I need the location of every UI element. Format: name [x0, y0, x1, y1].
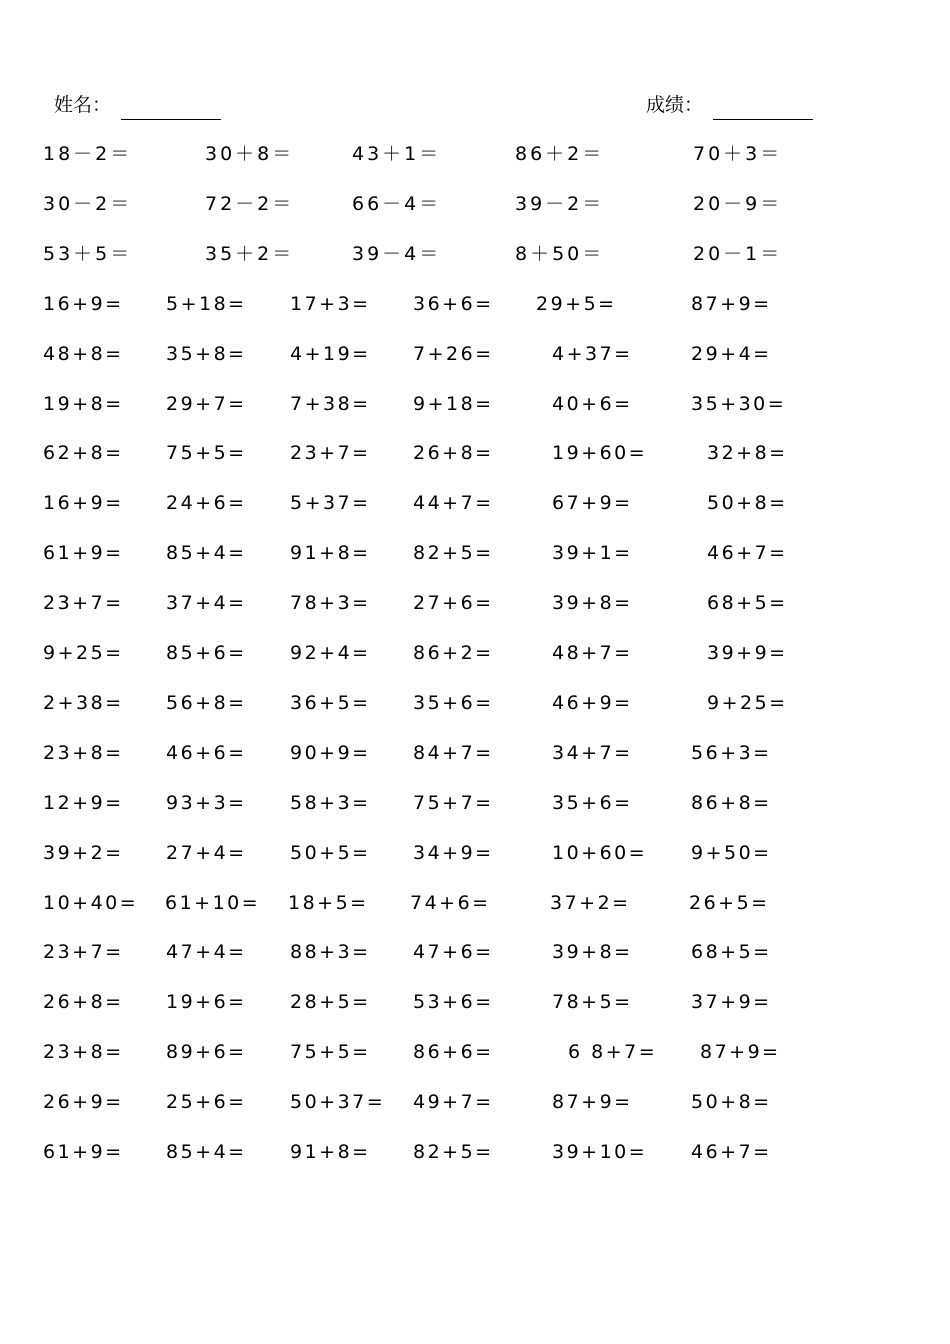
math-problem: 85+6= — [166, 642, 247, 664]
math-problem: 86+2= — [413, 642, 494, 664]
math-problem: 9+18= — [413, 392, 494, 415]
math-problem: 29+7= — [166, 392, 247, 415]
math-problem: 19+6= — [166, 991, 247, 1014]
math-problem: 72－2＝ — [205, 192, 295, 215]
math-problem: 91+8= — [290, 1141, 371, 1163]
math-problem: 10+40= — [43, 891, 139, 914]
math-problem: 53＋5＝ — [43, 242, 133, 265]
math-problem: 75+5= — [290, 1041, 371, 1064]
math-problem: 82+5= — [413, 1141, 494, 1163]
math-problem: 86+8= — [691, 791, 772, 814]
math-problem: 74+6= — [410, 891, 491, 914]
name-blank-line[interactable] — [121, 119, 221, 120]
math-problem: 37+4= — [166, 592, 247, 615]
math-problem: 93+3= — [166, 791, 247, 814]
math-problem: 88+3= — [290, 941, 371, 964]
math-problem: 27+4= — [166, 841, 247, 864]
math-problem: 43＋1＝ — [352, 143, 442, 165]
math-problem: 35+30= — [691, 392, 787, 415]
math-problem: 32+8= — [707, 442, 788, 465]
math-problem: 50+5= — [290, 841, 371, 864]
math-problem: 49+7= — [413, 1091, 494, 1114]
math-problem: 27+6= — [413, 592, 494, 615]
math-problem: 35+6= — [552, 791, 633, 814]
math-problem: 30－2＝ — [43, 192, 133, 215]
math-problem: 26+8= — [413, 442, 494, 465]
math-problem: 50+37= — [290, 1091, 386, 1114]
math-problem: 78+5= — [552, 991, 633, 1014]
math-problem: 7+26= — [413, 342, 494, 365]
math-problem: 37+2= — [550, 891, 631, 914]
math-problem: 16+9= — [43, 292, 124, 315]
math-problem: 5+37= — [290, 492, 371, 515]
math-problem: 78+3= — [290, 592, 371, 615]
math-problem: 56+8= — [166, 691, 247, 714]
math-problem: 46+7= — [691, 1141, 772, 1163]
name-label: 姓名： — [54, 94, 112, 116]
math-problem: 35+8= — [166, 342, 247, 365]
math-problem: 87+9= — [552, 1091, 633, 1114]
math-problem: 56+3= — [691, 741, 772, 764]
math-problem: 53+6= — [413, 991, 494, 1014]
math-problem: 26+8= — [43, 991, 124, 1014]
math-problem: 7+38= — [290, 392, 371, 415]
math-problem: 23+7= — [43, 592, 124, 615]
math-problem: 39+9= — [707, 642, 788, 664]
math-problem: 23+7= — [290, 442, 371, 465]
math-problem: 86＋2＝ — [515, 143, 605, 165]
math-problem: 68+5= — [707, 592, 788, 615]
math-problem: 58+3= — [290, 791, 371, 814]
math-problem: 87+9= — [700, 1041, 781, 1064]
math-problem: 9+50= — [691, 841, 772, 864]
math-problem: 85+4= — [166, 1141, 247, 1163]
math-problem: 9+25= — [43, 642, 124, 664]
math-problem: 19+60= — [552, 442, 648, 465]
math-problem: 4+19= — [290, 342, 371, 365]
math-problem: 46+7= — [707, 542, 788, 565]
math-problem: 30＋8＝ — [205, 143, 295, 165]
math-problem: 47+4= — [166, 941, 247, 964]
math-problem: 61+10= — [165, 891, 261, 914]
math-problem: 18+5= — [288, 891, 369, 914]
math-problem: 23+7= — [43, 941, 124, 964]
math-problem: 35＋2＝ — [205, 242, 295, 265]
math-problem: 84+7= — [413, 741, 494, 764]
math-problem: 29+5= — [536, 292, 617, 315]
math-problem: 39－4＝ — [352, 242, 442, 265]
math-problem: 47+6= — [413, 941, 494, 964]
math-problem: 75+5= — [166, 442, 247, 465]
math-problem: 26+9= — [43, 1091, 124, 1114]
math-problem: 9+25= — [707, 691, 788, 714]
math-problem: 46+6= — [166, 741, 247, 764]
math-problem: 89+6= — [166, 1041, 247, 1064]
math-problem: 29+4= — [691, 342, 772, 365]
math-problem: 17+3= — [290, 292, 371, 315]
math-problem: 35+6= — [413, 691, 494, 714]
math-problem: 62+8= — [43, 442, 124, 465]
math-problem: 19+8= — [43, 392, 124, 415]
math-problem: 44+7= — [413, 492, 494, 515]
math-problem: 70＋3＝ — [693, 143, 783, 165]
math-problem: 67+9= — [552, 492, 633, 515]
math-problem: 20－1＝ — [693, 242, 783, 265]
math-problem: 50+8= — [707, 492, 788, 515]
math-problem: 50+8= — [691, 1091, 772, 1114]
math-problem: 25+6= — [166, 1091, 247, 1114]
math-problem: 91+8= — [290, 542, 371, 565]
math-problem: 86+6= — [413, 1041, 494, 1064]
math-problem: 46+9= — [552, 691, 633, 714]
math-problem: 36+6= — [413, 292, 494, 315]
score-label: 成绩： — [646, 94, 704, 116]
math-problem: 23+8= — [43, 1041, 124, 1064]
math-problem: 66－4＝ — [352, 192, 442, 215]
math-problem: 24+6= — [166, 492, 247, 515]
math-problem: 8＋50＝ — [515, 242, 605, 265]
math-problem: 16+9= — [43, 492, 124, 515]
math-problem: 82+5= — [413, 542, 494, 565]
math-problem: 92+4= — [290, 642, 371, 664]
math-problem: 75+7= — [413, 791, 494, 814]
math-problem: 61+9= — [43, 542, 124, 565]
math-problem: 23+8= — [43, 741, 124, 764]
math-problem: 39+10= — [552, 1141, 648, 1163]
math-problem: 87+9= — [691, 292, 772, 315]
math-problem: 36+5= — [290, 691, 371, 714]
math-problem: 39+8= — [552, 592, 633, 615]
math-problem: 61+9= — [43, 1141, 124, 1163]
math-problem: 6 8+7= — [568, 1041, 658, 1064]
math-problem: 39+1= — [552, 542, 633, 565]
math-problem: 34+9= — [413, 841, 494, 864]
math-problem: 4+37= — [552, 342, 633, 365]
math-problem: 48+8= — [43, 342, 124, 365]
math-problem: 39+2= — [43, 841, 124, 864]
math-problem: 34+7= — [552, 741, 633, 764]
score-blank-line[interactable] — [713, 119, 813, 120]
math-problem: 18－2＝ — [43, 143, 133, 165]
math-problem: 48+7= — [552, 642, 633, 664]
math-problem: 40+6= — [552, 392, 633, 415]
math-problem: 39－2＝ — [515, 192, 605, 215]
math-problem: 90+9= — [290, 741, 371, 764]
math-problem: 39+8= — [552, 941, 633, 964]
math-problem: 12+9= — [43, 791, 124, 814]
math-problem: 2+38= — [43, 691, 124, 714]
math-problem: 68+5= — [691, 941, 772, 964]
math-problem: 85+4= — [166, 542, 247, 565]
math-problem: 5+18= — [166, 292, 247, 315]
math-problem: 10+60= — [552, 841, 648, 864]
math-problem: 28+5= — [290, 991, 371, 1014]
math-problem: 37+9= — [691, 991, 772, 1014]
math-problem: 20－9＝ — [693, 192, 783, 215]
math-problem: 26+5= — [689, 891, 770, 914]
